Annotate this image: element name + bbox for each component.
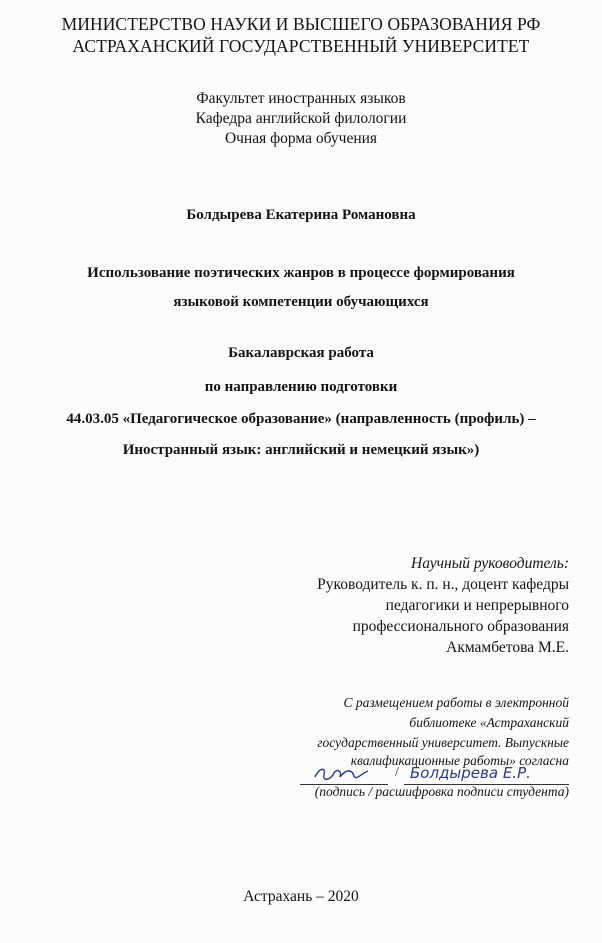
signature-caption: (подпись / расшифровка подписи студента) xyxy=(314,784,569,799)
consent-line-1: С размещением работы в электронной xyxy=(343,695,569,710)
direction-label: по направлению подготовки xyxy=(204,379,398,395)
consent-line-3: государственный университет. Выпускные xyxy=(317,735,569,750)
signature-separator: / xyxy=(395,765,399,780)
supervisor-name: Акмамбетова М.Е. xyxy=(446,639,569,656)
supervisor-department-2: профессионального образования xyxy=(352,618,569,635)
university-heading: АСТРАХАНСКИЙ ГОСУДАРСТВЕННЫЙ УНИВЕРСИТЕТ xyxy=(72,36,530,56)
department-name: Кафедра английской филологии xyxy=(195,110,407,127)
work-type: Бакалаврская работа xyxy=(228,345,374,361)
supervisor-heading: Научный руководитель: xyxy=(411,555,569,572)
city-year: Астрахань – 2020 xyxy=(243,888,359,905)
study-form: Очная форма обучения xyxy=(224,130,378,147)
supervisor-department: педагогики и непрерывного xyxy=(385,597,569,614)
consent-line-4: квалификационные работы» согласна xyxy=(350,753,569,768)
ministry-heading: МИНИСТЕРСТВО НАУКИ И ВЫСШЕГО ОБРАЗОВАНИЯ РФ xyxy=(61,14,541,34)
signature-transcript: Болдырева Е.Р. xyxy=(410,764,531,782)
thesis-title-line-1: Использование поэтических жанров в процессе формирования xyxy=(87,265,515,281)
direction-code: 44.03.05 «Педагогическое образование» (направленность (профиль) – xyxy=(66,411,536,427)
faculty-name: Факультет иностранных языков xyxy=(196,90,406,107)
supervisor-position: Руководитель к. п. н., доцент кафедры xyxy=(317,576,569,593)
consent-line-2: библиотеке «Астраханский xyxy=(409,715,569,730)
author-name: Болдырева Екатерина Романовна xyxy=(186,207,416,223)
thesis-title-line-2: языковой компетенции обучающихся xyxy=(173,294,429,310)
profile-line: Иностранный язык: английский и немецкий язык») xyxy=(122,442,480,458)
